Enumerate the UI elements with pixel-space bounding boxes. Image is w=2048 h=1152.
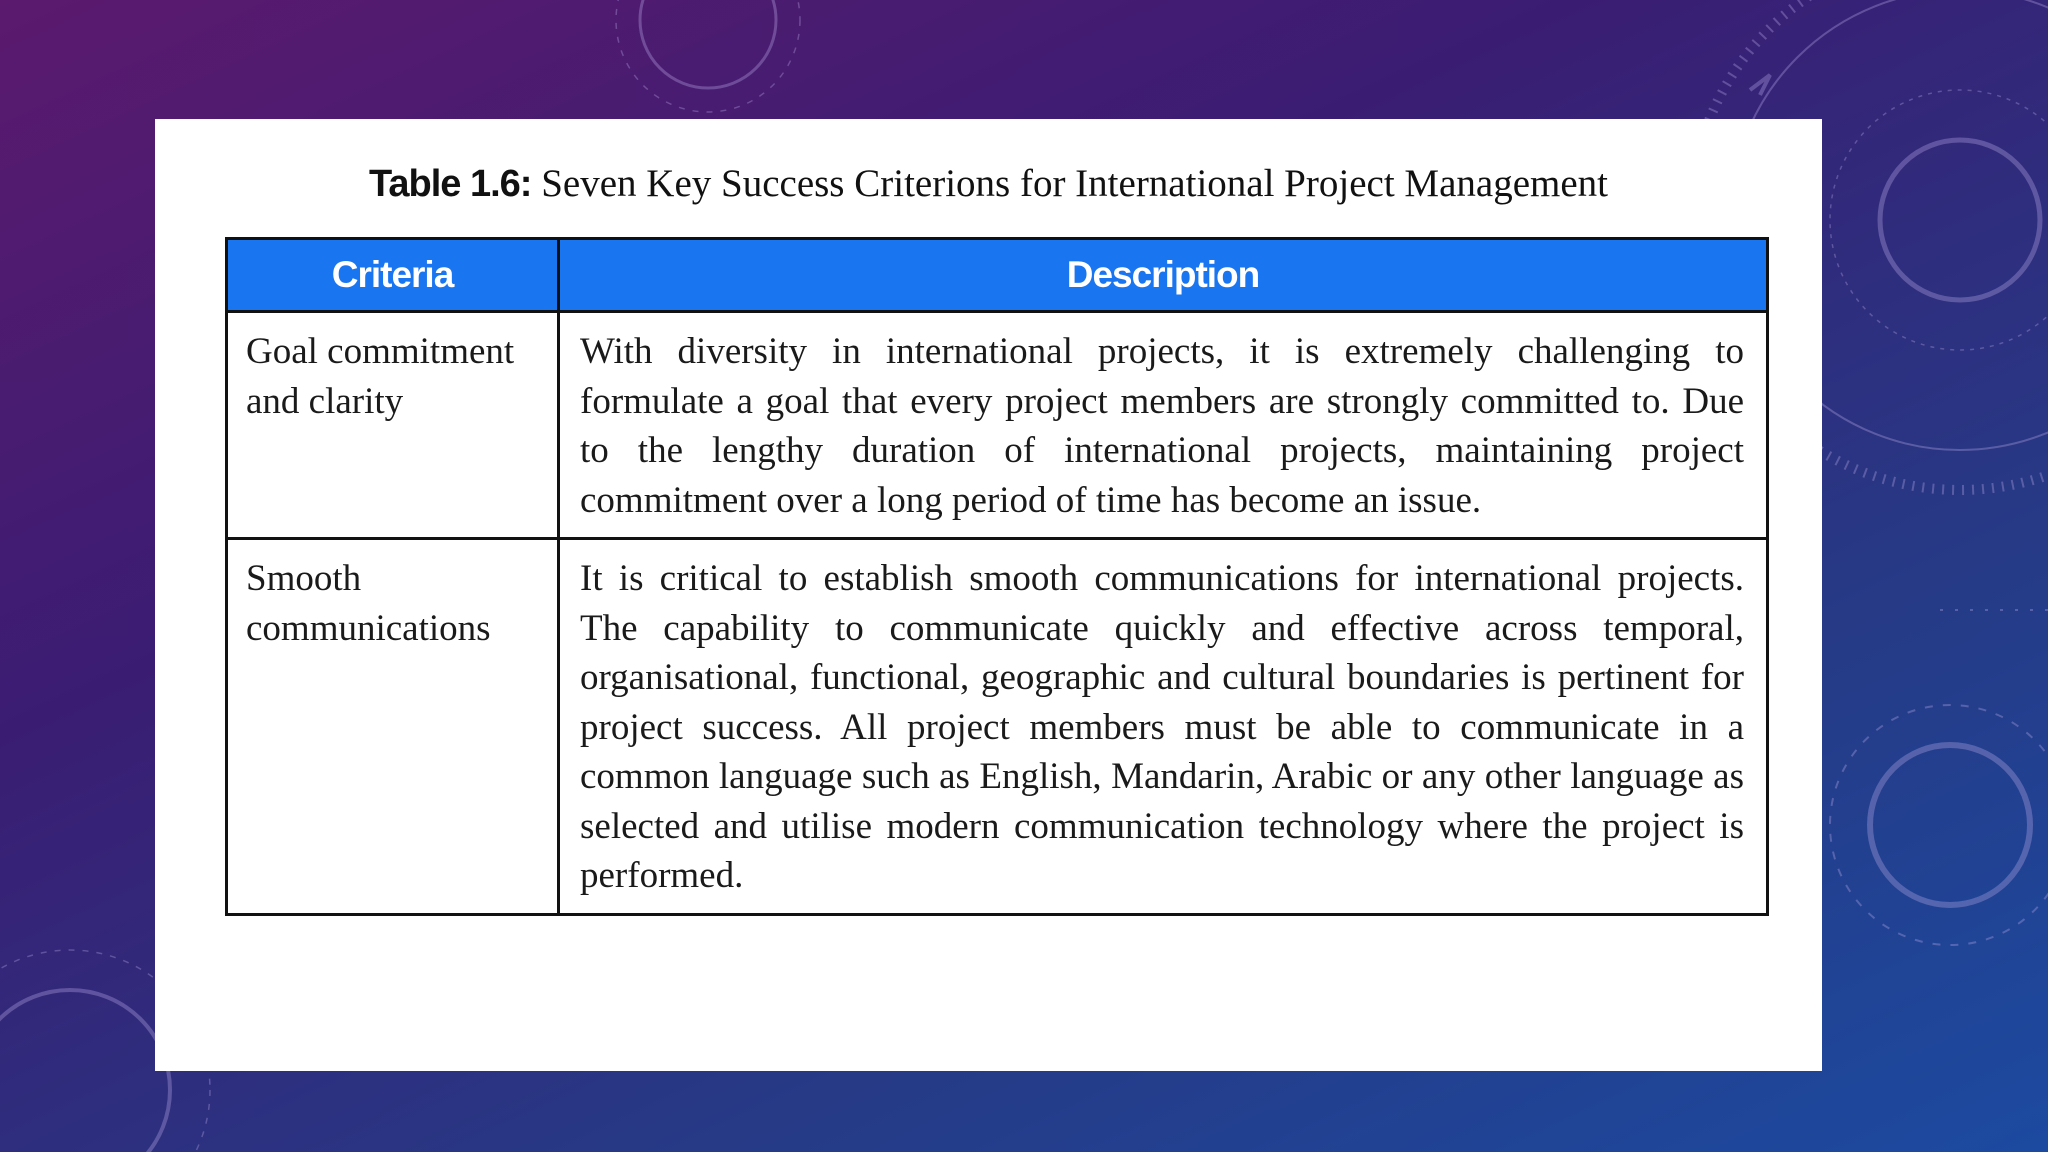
- description-cell: With diversity in international projects, it is extremely challenging to formulate a goal that every project members are strongly committed to. Due to the lengthy duration of international projects, maintaining project commitment over a long period of time has become an issue.: [559, 312, 1768, 539]
- table-row: [227, 539, 1768, 915]
- criteria-cell: Smooth communications: [227, 539, 559, 915]
- table-caption: [155, 161, 1822, 206]
- table-header-row: [227, 239, 1768, 312]
- table-figure-card: [155, 119, 1822, 1071]
- success-criteria-table: [225, 237, 1769, 916]
- table-caption-label: Table 1.6:: [369, 163, 532, 205]
- header-description: Description: [559, 239, 1768, 312]
- table-row: [227, 312, 1768, 539]
- header-criteria: Criteria: [227, 239, 559, 312]
- description-cell: It is critical to establish smooth communications for international projects. The capability to communicate quickly and effective across temporal, organisational, functional, geographic and cultural boundaries is pertinent for project success. All project members must be able to communicate in a common language such as English, Mandarin, Arabic or any other language as selected and utilise modern communication technology where the project is performed.: [559, 539, 1768, 915]
- table-caption-text: Seven Key Success Criterions for International Project Management: [531, 162, 1608, 205]
- criteria-cell: Goal commitment and clarity: [227, 312, 559, 539]
